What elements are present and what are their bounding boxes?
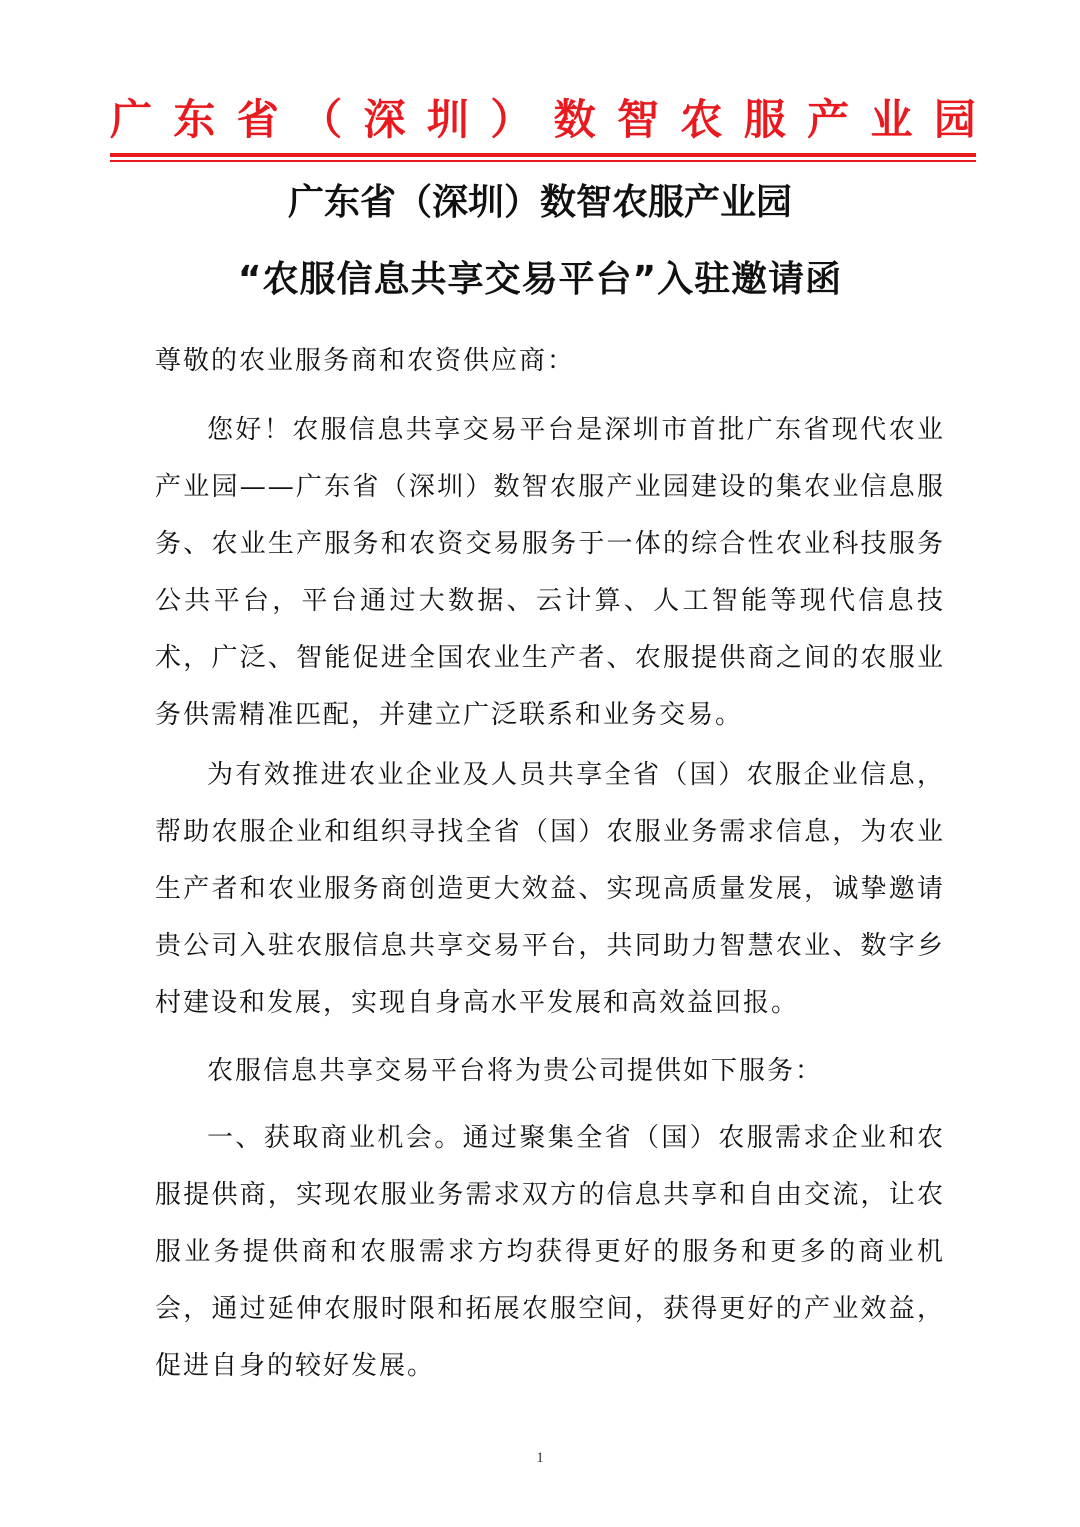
letterhead-char: 产 — [807, 95, 850, 144]
letterhead-char: 园 — [933, 95, 976, 144]
letterhead-char: （ — [300, 95, 343, 144]
letterhead-char: 智 — [617, 95, 660, 144]
body-paragraph: 一、获取商业机会。通过聚集全省（国）农服需求企业和农服提供商，实现农服业务需求双方的信息共享和自由交流，让农服业务提供商和农服需求方均获得更好的服务和更多的商业机会，通过延伸农服时限和拓展农服空间，获得更好的产业效益，促进自身的较好发展。 — [155, 1123, 945, 1381]
letterhead-char: 深 — [363, 95, 406, 144]
letterhead-char: 东 — [173, 95, 216, 144]
letterhead-char: ） — [490, 95, 533, 144]
letterhead-char: 省 — [236, 95, 279, 144]
salutation: 尊敬的农业服务商和农资供应商： — [155, 346, 576, 376]
body-paragraph: 为有效推进农业企业及人员共享全省（国）农服企业信息，帮助农服企业和组织寻找全省（国）农服业务需求信息，为农业生产者和农业服务商创造更大效益、实现高质量发展，诚挚邀请贵公司入驻农服信息共享交易平台，共同助力智慧农业、数字乡村建设和发展，实现自身高水平发展和高效益回报。 — [155, 760, 945, 1018]
letterhead-char: 数 — [553, 95, 596, 144]
letterhead-char: 广 — [110, 95, 153, 144]
letterhead-divider-thin — [110, 160, 976, 162]
letterhead-char: 农 — [680, 95, 723, 144]
letterhead-char: 业 — [870, 95, 913, 144]
document-title-line-1: 广东省（深圳）数智农服产业园 — [287, 182, 792, 223]
letterhead — [110, 90, 976, 150]
page-number: 1 — [536, 1450, 544, 1466]
letterhead-divider-thick — [110, 153, 976, 157]
document-title-line-2: “农服信息共享交易平台”入驻邀请函 — [237, 259, 843, 300]
body-paragraph: 农服信息共享交易平台将为贵公司提供如下服务： — [207, 1056, 824, 1086]
letterhead-char: 服 — [743, 95, 786, 144]
body-paragraph: 您好！农服信息共享交易平台是深圳市首批广东省现代农业产业园——广东省（深圳）数智农服产业园建设的集农业信息服务、农业生产服务和农资交易服务于一体的综合性农业科技服务公共平台，平台通过大数据、云计算、人工智能等现代信息技术，广泛、智能促进全国农业生产者、农服提供商之间的农服业务供需精准匹配，并建立广泛联系和业务交易。 — [155, 415, 945, 730]
letterhead-char: 圳 — [426, 95, 469, 144]
